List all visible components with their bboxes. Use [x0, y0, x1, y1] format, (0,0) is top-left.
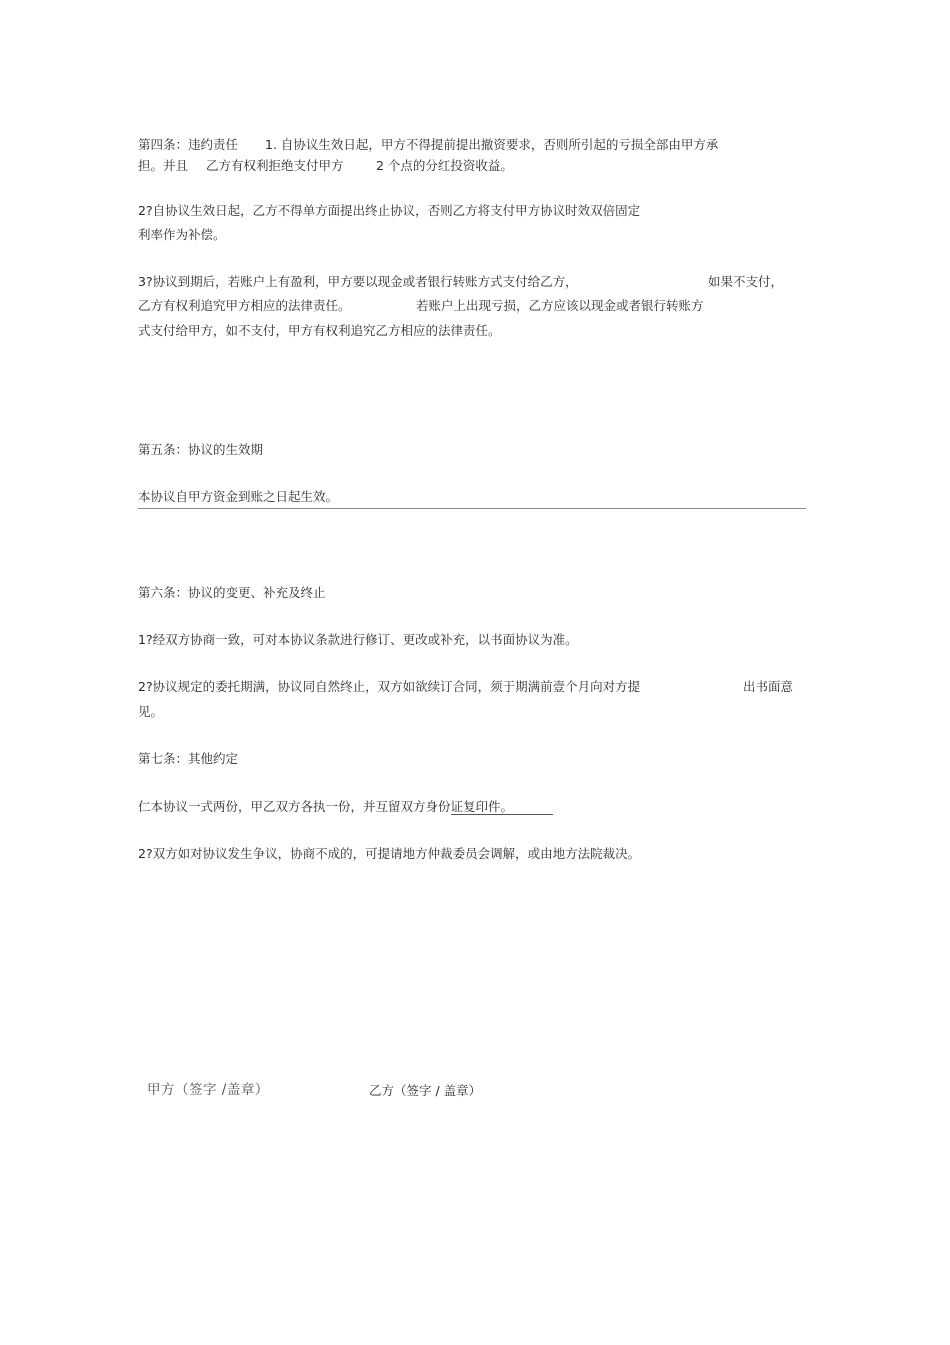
section-divider [138, 508, 806, 509]
article-6-heading: 第六条：协议的变更、补充及终止 [138, 585, 326, 600]
article-4-clause-1-line-2a: 担。并且 [138, 158, 189, 173]
article-6-clause-1: 1?经双方协商一致，可对本协议条款进行修订、更改或补充，以书面协议为准。 [138, 632, 578, 647]
article-4-clause-2-line-2: 利率作为补偿。 [138, 227, 226, 242]
article-4-clause-3-line-1b: 如果不支付， [708, 274, 784, 289]
article-4-clause-1-line-1: 1. 自协议生效日起，甲方不得提前提出撤资要求，否则所引起的亏损全部由甲方承 [265, 137, 719, 152]
article-4-clause-1-line-2b: 乙方有权利拒绝支付甲方 [206, 158, 344, 173]
article-5-body: 本协议自甲方资金到账之日起生效。 [138, 489, 339, 504]
article-5-heading: 第五条：协议的生效期 [138, 442, 264, 457]
article-4-clause-1-line-2c: 2 个点的分红投资收益。 [376, 158, 513, 173]
article-7-clause-1 [138, 799, 553, 815]
article-6-clause-2-line-2: 见。 [138, 704, 164, 719]
article-4-clause-3-line-2b: 若账户上出现亏损，乙方应该以现金或者银行转账方 [416, 298, 704, 313]
article-4-clause-3-line-2a: 乙方有权利追究甲方相应的法律责任。 [138, 298, 351, 313]
article-4-clause-3-line-3: 式支付给甲方，如不支付，甲方有权利追究乙方相应的法律责任。 [138, 323, 501, 338]
article-4-heading: 第四条：违约责任 [138, 137, 239, 152]
article-7-clause-1-text: 仁本协议一式两份，甲乙双方各执一份，并互留双方身份 [138, 799, 451, 814]
article-7-clause-2: 2?双方如对协议发生争议，协商不成的，可提请地方仲裁委员会调解，或由地方法院裁决。 [138, 846, 641, 861]
article-4-clause-2-line-1: 2?自协议生效日起，乙方不得单方面提出终止协议，否则乙方将支付甲方协议时效双倍固定 [138, 203, 641, 218]
article-7-heading: 第七条：其他约定 [138, 751, 239, 766]
article-6-clause-2-line-1a: 2?协议规定的委托期满，协议同自然终止，双方如欲续订合同，须于期满前壹个月向对方提 [138, 679, 641, 694]
article-4-clause-3-line-1a: 3?协议到期后，若账户上有盈利，甲方要以现金或者银行转账方式支付给乙方， [138, 274, 578, 289]
article-7-clause-1-underlined: 证复印件。 [451, 799, 554, 815]
article-6-clause-2-line-1b: 出书面意 [743, 679, 794, 694]
party-b-signature-label: 乙方（签字 / 盖章） [369, 1083, 482, 1098]
party-a-signature-label: 甲方（签字 /盖章） [147, 1082, 269, 1098]
